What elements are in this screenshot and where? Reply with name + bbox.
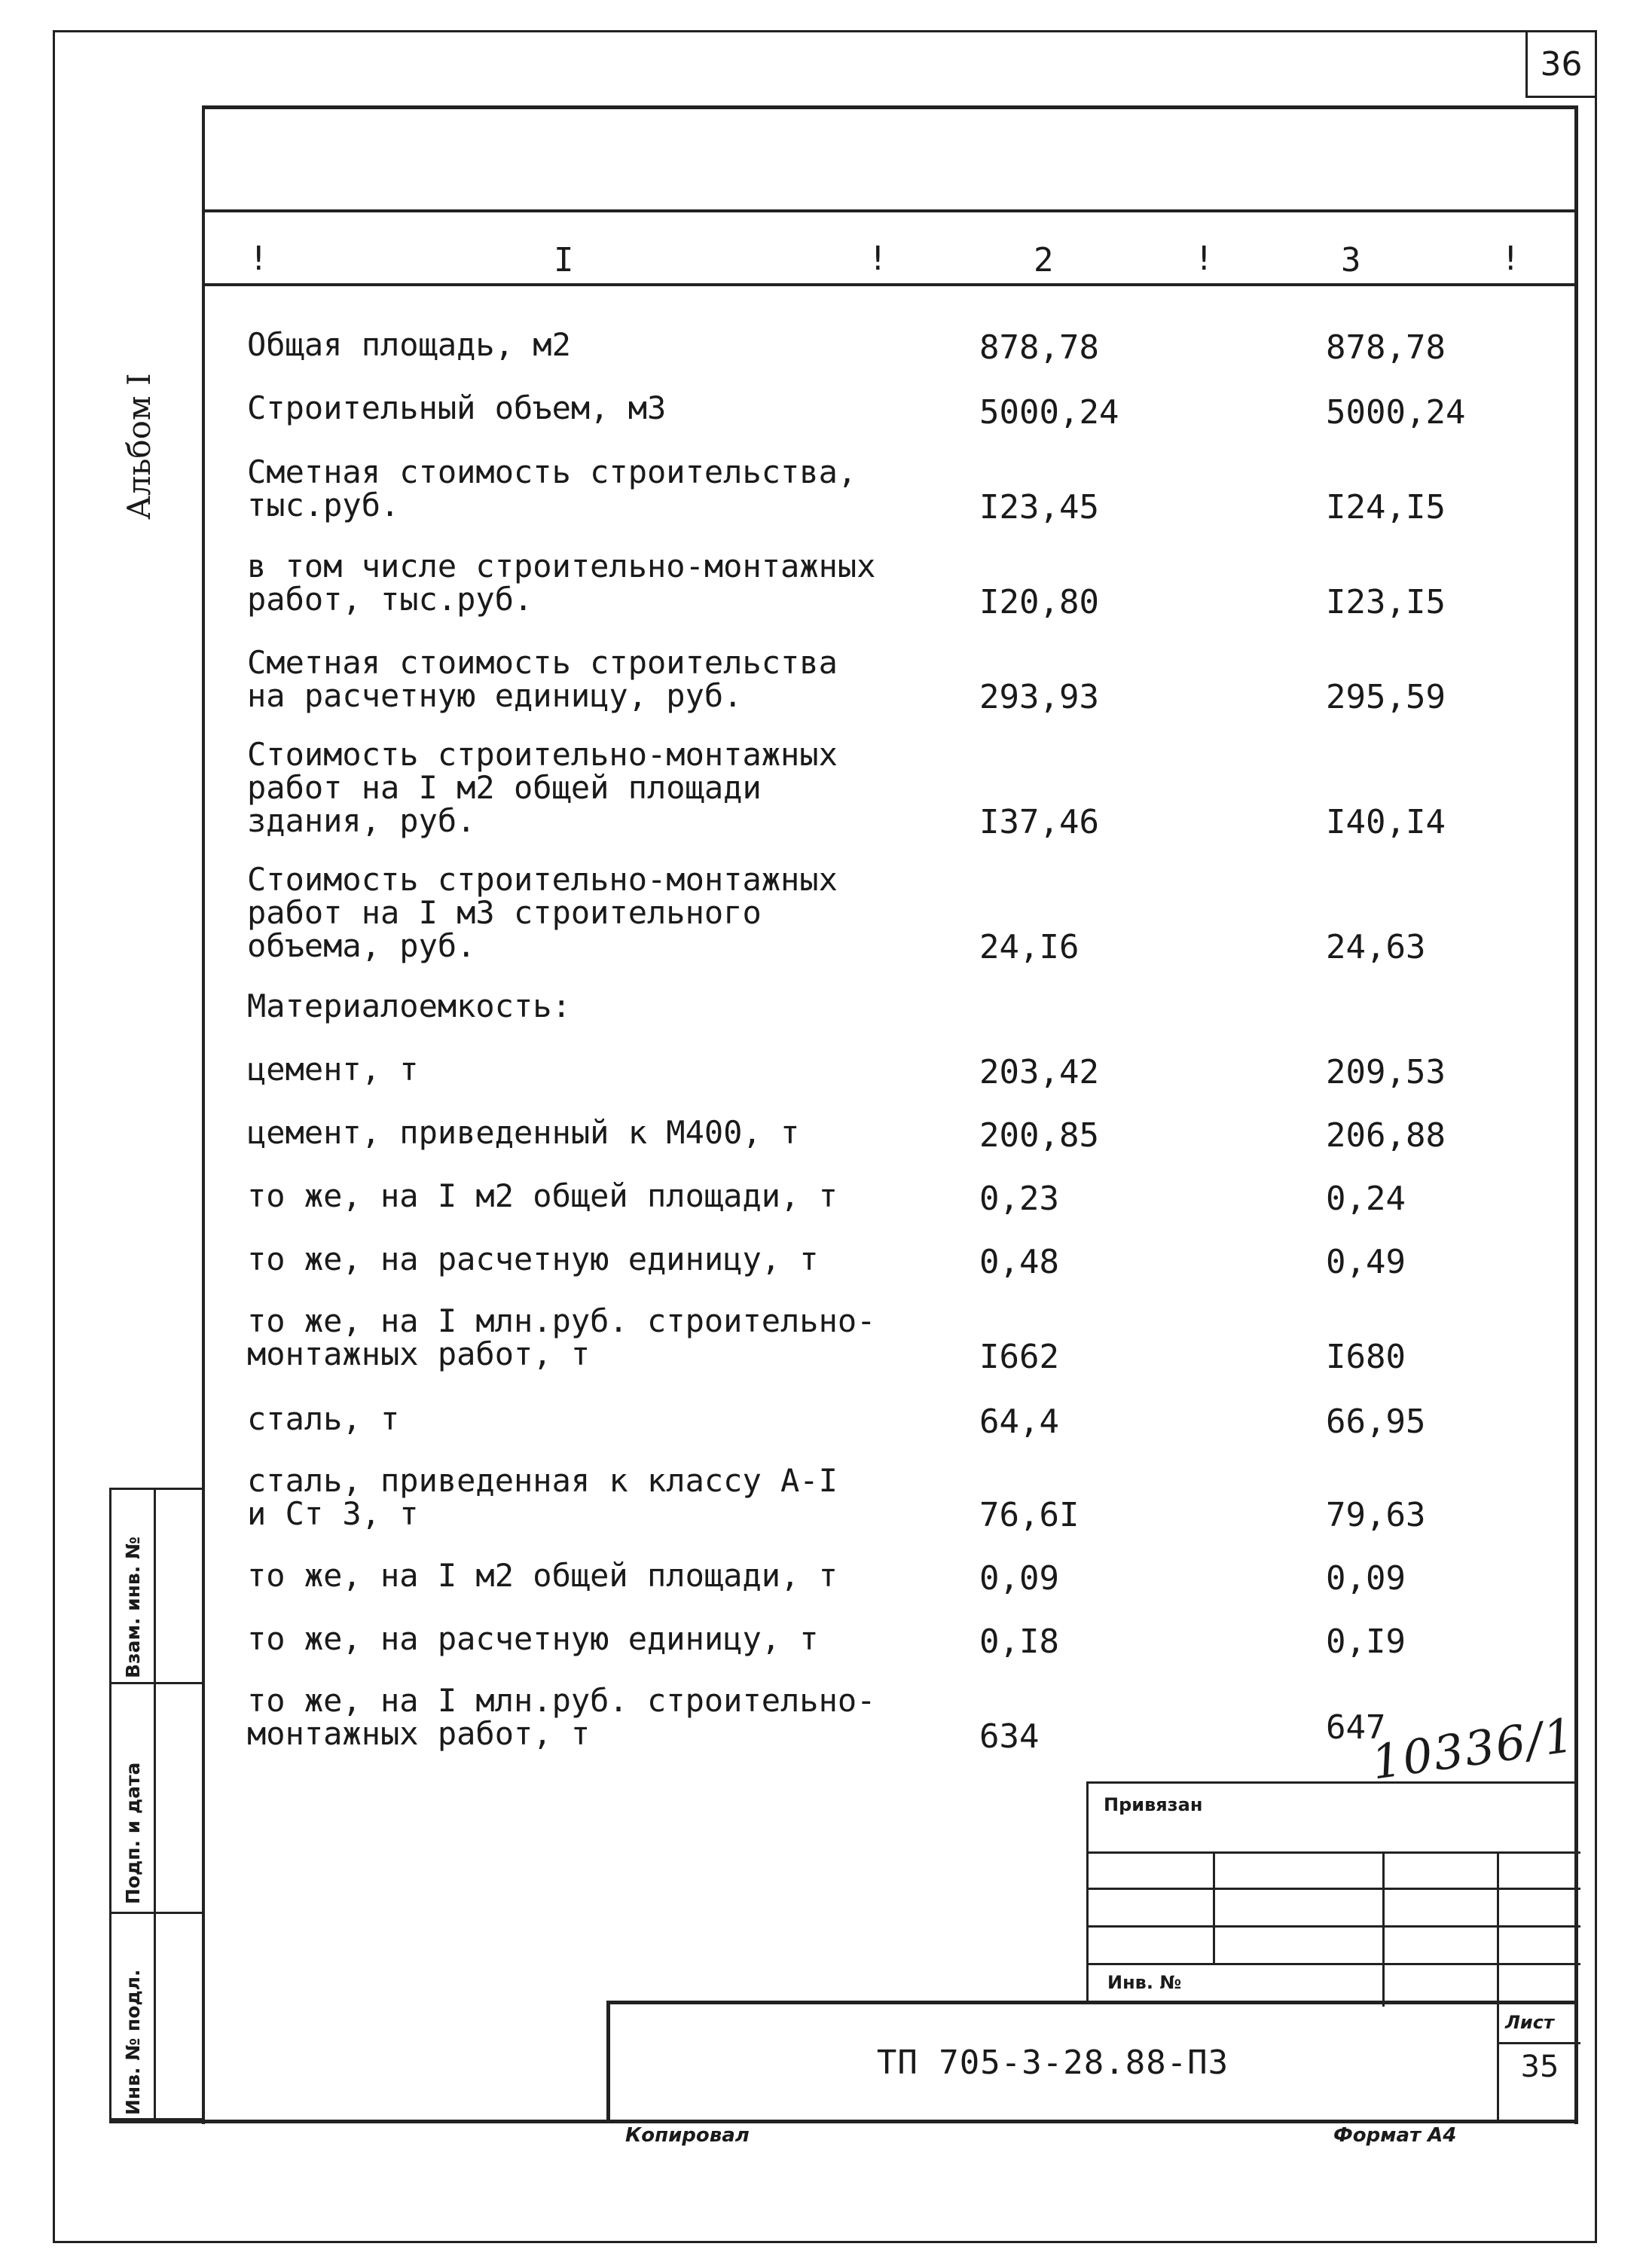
row-label: то же, на расчетную единицу, т [247,1620,819,1657]
row-value-2: 0,48 [979,1243,1059,1281]
stamp-title: Привязан [1104,1794,1203,1815]
handwritten-number: 10336/1 [1368,1707,1579,1790]
row-value-3: 206,88 [1326,1116,1446,1155]
stamp-line [1089,1888,1580,1890]
stamp-line [1089,1851,1580,1854]
column-separator: ! [868,240,888,278]
row-label: в том числе строительно-монтажных работ, тыс.руб. [247,548,876,618]
row-value-3: 5000,24 [1326,393,1466,432]
album-label: Альбом I [121,373,157,520]
row-value-2: 64,4 [979,1403,1059,1441]
side-strip-divider [111,1682,202,1684]
row-value-3: 66,95 [1326,1403,1426,1441]
row-value-2: I23,45 [979,488,1099,527]
row-value-3: I680 [1326,1338,1406,1376]
row-value-3: 878,78 [1326,328,1446,367]
row-value-3: 24,63 [1326,928,1426,966]
inventory-original-label: Инв. № подл. [122,1969,144,2115]
title-block [606,2001,1578,2121]
column-separator: ! [1194,240,1214,278]
attachment-stamp [1086,1781,1578,2004]
row-label: Стоимость строительно-монтажных работ на I м3 строительного объема, руб. [247,861,838,964]
section-label: Материалоемкость: [247,987,571,1024]
row-value-3: 0,49 [1326,1243,1406,1281]
row-label: сталь, приведенная к классу А-I и Ст 3, т [247,1462,838,1532]
row-value-3: 0,I9 [1326,1622,1406,1661]
row-value-3: 0,24 [1326,1180,1406,1218]
column-header-3: 3 [1341,241,1361,279]
stamp-line [1497,1851,1499,2007]
column-header-1: I [554,241,574,279]
row-value-2: 203,42 [979,1053,1099,1091]
stamp-line [1382,1851,1385,2007]
row-value-2: 5000,24 [979,393,1119,432]
document-code: ТП 705-3-28.88-ПЗ [876,2044,1229,2082]
row-label: Сметная стоимость строительства на расчетную единицу, руб. [247,644,838,714]
row-value-2: I20,80 [979,583,1099,621]
replaced-inventory-label: Взам. инв. № [122,1537,144,1678]
row-value-3: 295,59 [1326,678,1446,716]
row-value-2: 878,78 [979,328,1099,367]
sheet-divider [1499,2042,1580,2044]
row-value-2: 634 [979,1717,1040,1756]
stamp-inventory-label: Инв. № [1107,1972,1182,1993]
row-value-2: I37,46 [979,803,1099,841]
sheet-box [1497,2004,1580,2121]
row-value-2: 0,23 [979,1180,1059,1218]
stamp-line [1213,1851,1215,1963]
row-value-2: 24,I6 [979,928,1080,966]
side-strip-divider [111,1912,202,1914]
row-value-3: 79,63 [1326,1496,1426,1534]
row-label: то же, на I м2 общей площади, т [247,1557,838,1594]
sign-date-label: Подп. и дата [122,1762,144,1904]
row-value-2: 200,85 [979,1116,1099,1155]
row-value-2: 293,93 [979,678,1099,716]
row-value-3: 209,53 [1326,1053,1446,1091]
row-label: сталь, т [247,1400,400,1437]
row-value-3: 647 [1326,1708,1386,1747]
row-label: Строительный объем, м3 [247,389,667,426]
row-value-2: I662 [979,1338,1059,1376]
side-signature-strip [109,1488,202,2120]
row-label: то же, на I м2 общей площади, т [247,1177,838,1214]
row-label: то же, на I млн.руб. строительно- монтажных работ, т [247,1682,876,1752]
row-label: Общая площадь, м2 [247,326,571,363]
stamp-line [1089,1925,1580,1928]
row-value-3: I40,I4 [1326,803,1446,841]
row-label: цемент, приведенный к М400, т [247,1114,800,1151]
row-label: Стоимость строительно-монтажных работ на I м2 общей площади здания, руб. [247,736,838,839]
row-value-3: I23,I5 [1326,583,1446,621]
sheet-label: Лист [1505,2012,1554,2033]
column-separator: ! [249,240,269,278]
column-header-2: 2 [1034,241,1054,279]
row-value-3: 0,09 [1326,1559,1406,1598]
row-label: то же, на I млн.руб. строительно- монтажных работ, т [247,1302,876,1372]
row-label: цемент, т [247,1051,419,1088]
side-strip-divider [154,1490,156,2118]
format-label: Формат А4 [1333,2124,1457,2147]
row-value-3: I24,I5 [1326,488,1446,527]
row-value-2: 0,I8 [979,1622,1059,1661]
row-value-2: 76,6I [979,1496,1080,1534]
row-value-2: 0,09 [979,1559,1059,1598]
sheet-number: 35 [1520,2050,1559,2084]
stamp-line [1089,1963,1580,1965]
column-separator: ! [1501,240,1521,278]
row-label: Сметная стоимость строительства, тыс.руб. [247,453,857,524]
page-number: 36 [1525,30,1597,98]
header-line-bottom [202,283,1578,286]
header-line-top [202,209,1578,212]
row-label: то же, на расчетную единицу, т [247,1241,819,1277]
copied-by-label: Копировал [625,2124,750,2147]
